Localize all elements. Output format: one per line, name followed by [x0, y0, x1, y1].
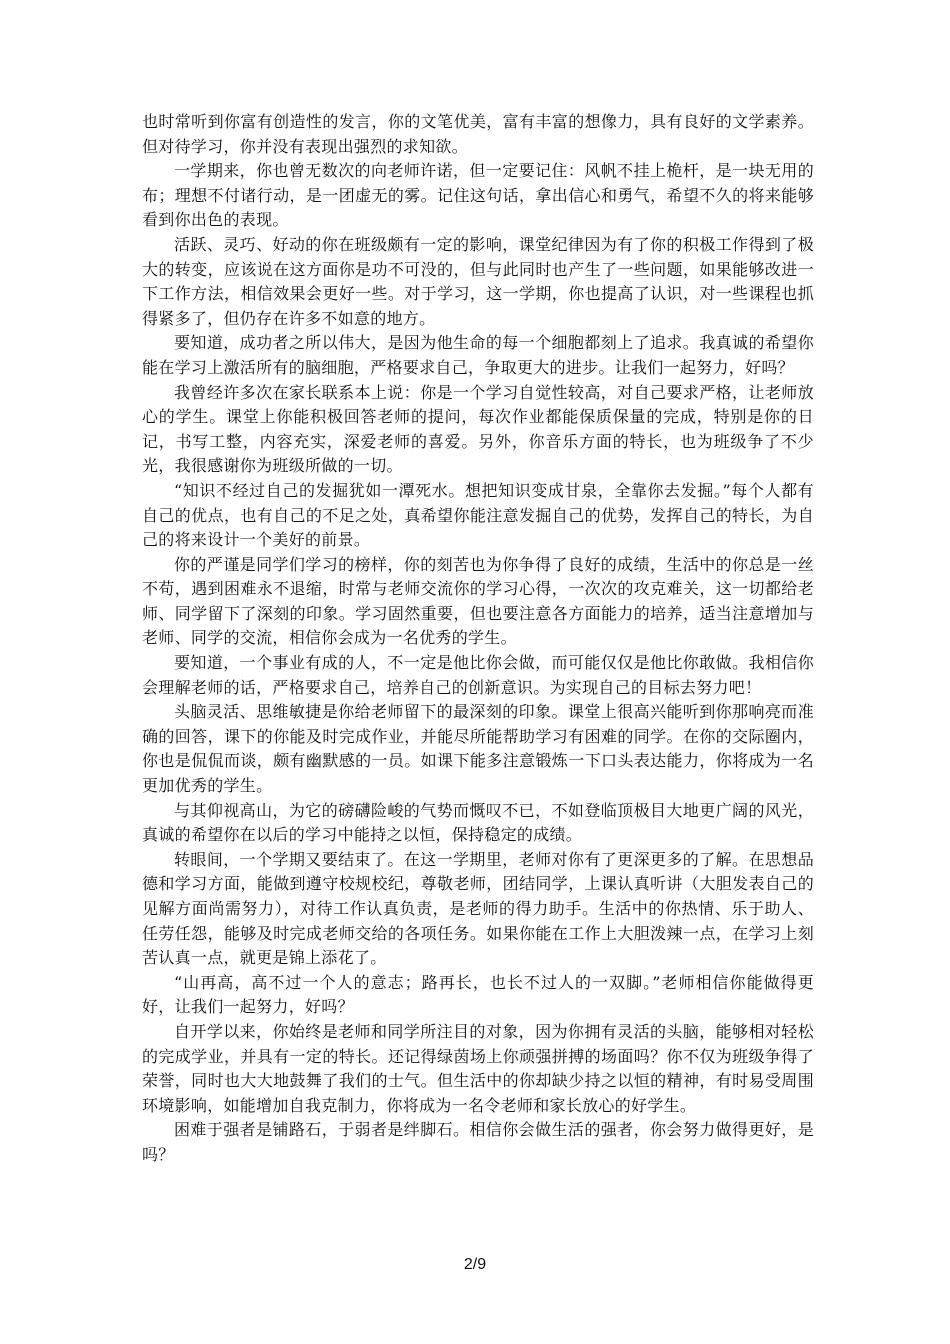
paragraph: 一学期来，你也曾无数次的向老师许诺，但一定要记住：风帆不挂上桅杆，是一块无用的布；理想不付诸行动，是一团虚无的雾。记住这句话，拿出信心和勇气，希望不久的将来能够看到你出色的表现。: [142, 161, 814, 230]
page-number: 2/9: [463, 1256, 487, 1273]
paragraph: 你的严谨是同学们学习的榜样，你的刻苦也为你争得了良好的成绩，生活中的你总是一丝不苟，遇到困难永不退缩，时常与老师交流你的学习心得，一次次的攻克难关，这一切都给老师、同学留下了深刻的印象。学习固然重要，但也要注意各方面能力的培养，适当注意增加与老师、同学的交流，相信你会成为一名优秀的学生。: [142, 554, 814, 648]
paragraph: 转眼间，一个学期又要结束了。在这一学期里，老师对你有了更深更多的了解。在思想品德和学习方面，能做到遵守校规校纪，尊敬老师，团结同学，上课认真听讲（大胆发表自己的见解方面尚需努力），对待工作认真负责，是老师的得力助手。生活中的你热情、乐于助人、任劳任怨，能够及时完成老师交给的各项任务。如果你能在工作上大胆泼辣一点，在学习上刻苦认真一点，就更是锦上添花了。: [142, 849, 814, 968]
paragraph: 与其仰视高山，为它的磅礴险峻的气势而慨叹不已，不如登临顶极目大地更广阔的风光，真诚的希望你在以后的学习中能持之以恒，保持稳定的成绩。: [142, 800, 814, 845]
paragraph: 要知道，成功者之所以伟大，是因为他生命的每一个细胞都刻上了追求。我真诚的希望你能在学习上激活所有的脑细胞，严格要求自己，争取更大的进步。让我们一起努力，好吗？: [142, 333, 814, 377]
paragraph: 我曾经许多次在家长联系本上说：你是一个学习自觉性较高，对自己要求严格，让老师放心的学生。课堂上你能积极回答老师的提问，每次作业都能保质保量的完成，特别是你的日记，书写工整，内容充实，深爱老师的喜爱。另外，你音乐方面的特长，也为班级争了不少光，我很感谢你为班级所做的一切。: [142, 382, 814, 476]
paragraph: 自开学以来，你始终是老师和同学所注目的对象，因为你拥有灵活的头脑，能够相对轻松的完成学业，并具有一定的特长。还记得绿茵场上你顽强拼搏的场面吗？你不仅为班级争得了荣誉，同时也大大地鼓舞了我们的士气。但生活中的你却缺少持之以恒的精神，有时易受周围环境影响，如能增加自我克制力，你将成为一名令老师和家长放心的好学生。: [142, 1021, 814, 1115]
paragraph: “知识不经过自己的发掘犹如一潭死水。想把知识变成甘泉，全靠你去发掘。”每个人都有自己的优点，也有自己的不足之处，真希望你能注意发掘自己的优势，发挥自己的特长，为自己的将来设计一个美好的前景。: [142, 480, 814, 550]
paragraph: 也时常听到你富有创造性的发言，你的文笔优美，富有丰富的想像力，具有良好的文学素养。但对待学习，你并没有表现出强烈的求知欲。: [142, 112, 814, 156]
paragraph: 活跃、灵巧、好动的你在班级颇有一定的影响，课堂纪律因为有了你的积极工作得到了极大的转变，应该说在这方面你是功不可没的，但与此同时也产生了一些问题，如果能够改进一下工作方法，相信效果会更好一些。对于学习，这一学期，你也提高了认识，对一些课程也抓得紧多了，但仍存在许多不如意的地方。: [142, 234, 814, 328]
document-body: [142, 110, 814, 1168]
paragraph: 头脑灵活、思维敏捷是你给老师留下的最深刻的印象。课堂上很高兴能听到你那响亮而准确的回答，课下的你能及时完成作业，并能尽所能帮助学习有困难的同学。在你的交际圈内，你也是侃侃而谈，颇有幽默感的一员。如课下能多注意锻炼一下口头表达能力，你将成为一名更加优秀的学生。: [142, 702, 814, 796]
paragraph: 要知道，一个事业有成的人，不一定是他比你会做，而可能仅仅是他比你敢做。我相信你会理解老师的话，严格要求自己，培养自己的创新意识。为实现自己的目标去努力吧！: [142, 653, 814, 697]
paragraph: 困难于强者是铺路石，于弱者是绊脚石。相信你会做生活的强者，你会努力做得更好，是吗？: [142, 1120, 814, 1164]
paragraph: “山再高，高不过一个人的意志；路再长，也长不过人的一双脚。”老师相信你能做得更好，让我们一起努力，好吗？: [142, 972, 814, 1017]
